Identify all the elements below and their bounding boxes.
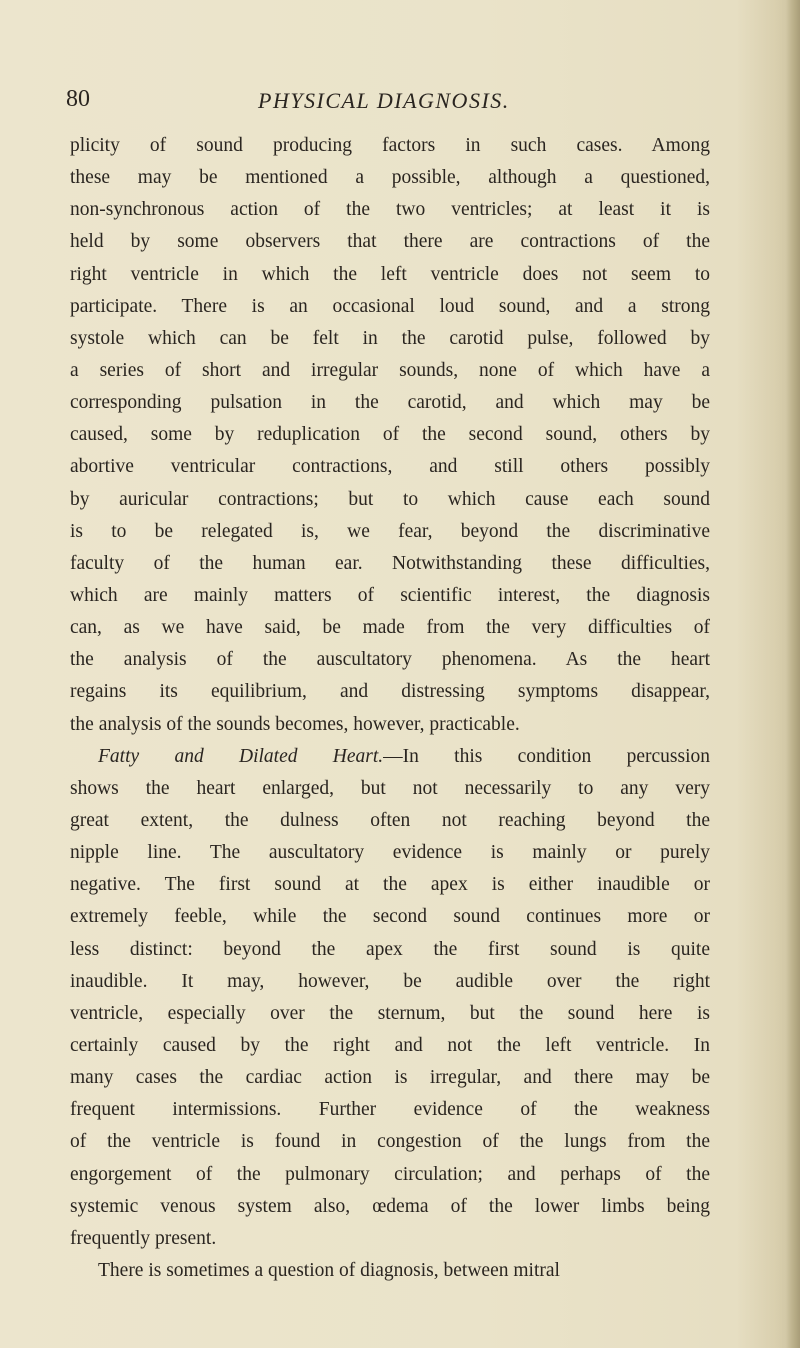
section-heading: Fatty and Dilated Heart.: [98, 745, 384, 767]
text-line: these may be mentioned a possible, although a questioned,: [70, 167, 710, 189]
text-line: which are mainly matters of scientific interest, the diagnosis: [70, 584, 710, 606]
text-line: participate. There is an occasional loud sound, and a strong: [70, 295, 710, 317]
text-line: a series of short and irregular sounds, none of which have a: [70, 359, 710, 381]
text-line: nipple line. The auscultatory evidence is mainly or purely: [70, 842, 710, 864]
text-line: systole which can be felt in the carotid pulse, followed by: [70, 327, 710, 349]
running-head: PHYSICAL DIAGNOSIS.: [258, 88, 510, 113]
section-first-line: [70, 741, 710, 773]
text-line: right ventricle in which the left ventricle does not seem to: [70, 263, 710, 285]
page-edge: [786, 0, 800, 1348]
text-line: less distinct: beyond the apex the first sound is quite: [70, 938, 710, 960]
page-header: [0, 84, 800, 118]
text-line: held by some observers that there are contractions of the: [70, 231, 710, 253]
text-line: the analysis of the auscultatory phenomena. As the heart: [70, 649, 710, 671]
text-line: caused, some by reduplication of the second sound, others by: [70, 424, 710, 446]
text-line: abortive ventricular contractions, and still others possibly: [70, 456, 710, 478]
text-line: certainly caused by the right and not the left ventricle. In: [70, 1034, 710, 1056]
text-line: is to be relegated is, we fear, beyond the discriminative: [70, 520, 710, 542]
text-line: faculty of the human ear. Notwithstanding these difficulties,: [70, 552, 710, 574]
page-number: 80: [66, 86, 90, 112]
text-line: can, as we have said, be made from the very difficulties of: [70, 617, 710, 639]
text-line: great extent, the dulness often not reaching beyond the: [70, 809, 710, 831]
text-line: negative. The first sound at the apex is either inaudible or: [70, 874, 710, 896]
text-line: engorgement of the pulmonary circulation; and perhaps of the: [70, 1163, 710, 1185]
text-line: non-synchronous action of the two ventricles; at least it is: [70, 199, 710, 221]
text-line: extremely feeble, while the second sound continues more or: [70, 906, 710, 928]
text-line: corresponding pulsation in the carotid, and which may be: [70, 392, 710, 414]
text-line: inaudible. It may, however, be audible over the right: [70, 970, 710, 992]
text-line: by auricular contractions; but to which cause each sound: [70, 488, 710, 510]
text-line: the analysis of the sounds becomes, however, practicable.: [70, 713, 520, 735]
text-line: systemic venous system also, œdema of the lower limbs being: [70, 1195, 710, 1217]
text-line: many cases the cardiac action is irregular, and there may be: [70, 1067, 710, 1089]
text-line: frequent intermissions. Further evidence of the weakness: [70, 1099, 710, 1121]
text-line: regains its equilibrium, and distressing symptoms disappear,: [70, 681, 710, 703]
text-line: shows the heart enlarged, but not necessarily to any very: [70, 777, 710, 799]
text-line: plicity of sound producing factors in such cases. Among: [70, 135, 710, 156]
text-line: frequently present.: [70, 1227, 217, 1249]
text-line: of the ventricle is found in congestion of the lungs from the: [70, 1131, 710, 1153]
body-text: [70, 130, 710, 1287]
text-line: There is sometimes a question of diagnosis, between mitral: [98, 1259, 560, 1281]
section-first-line-text: —In this condition percussion: [383, 745, 710, 767]
text-line: ventricle, especially over the sternum, but the sound here is: [70, 1002, 710, 1024]
